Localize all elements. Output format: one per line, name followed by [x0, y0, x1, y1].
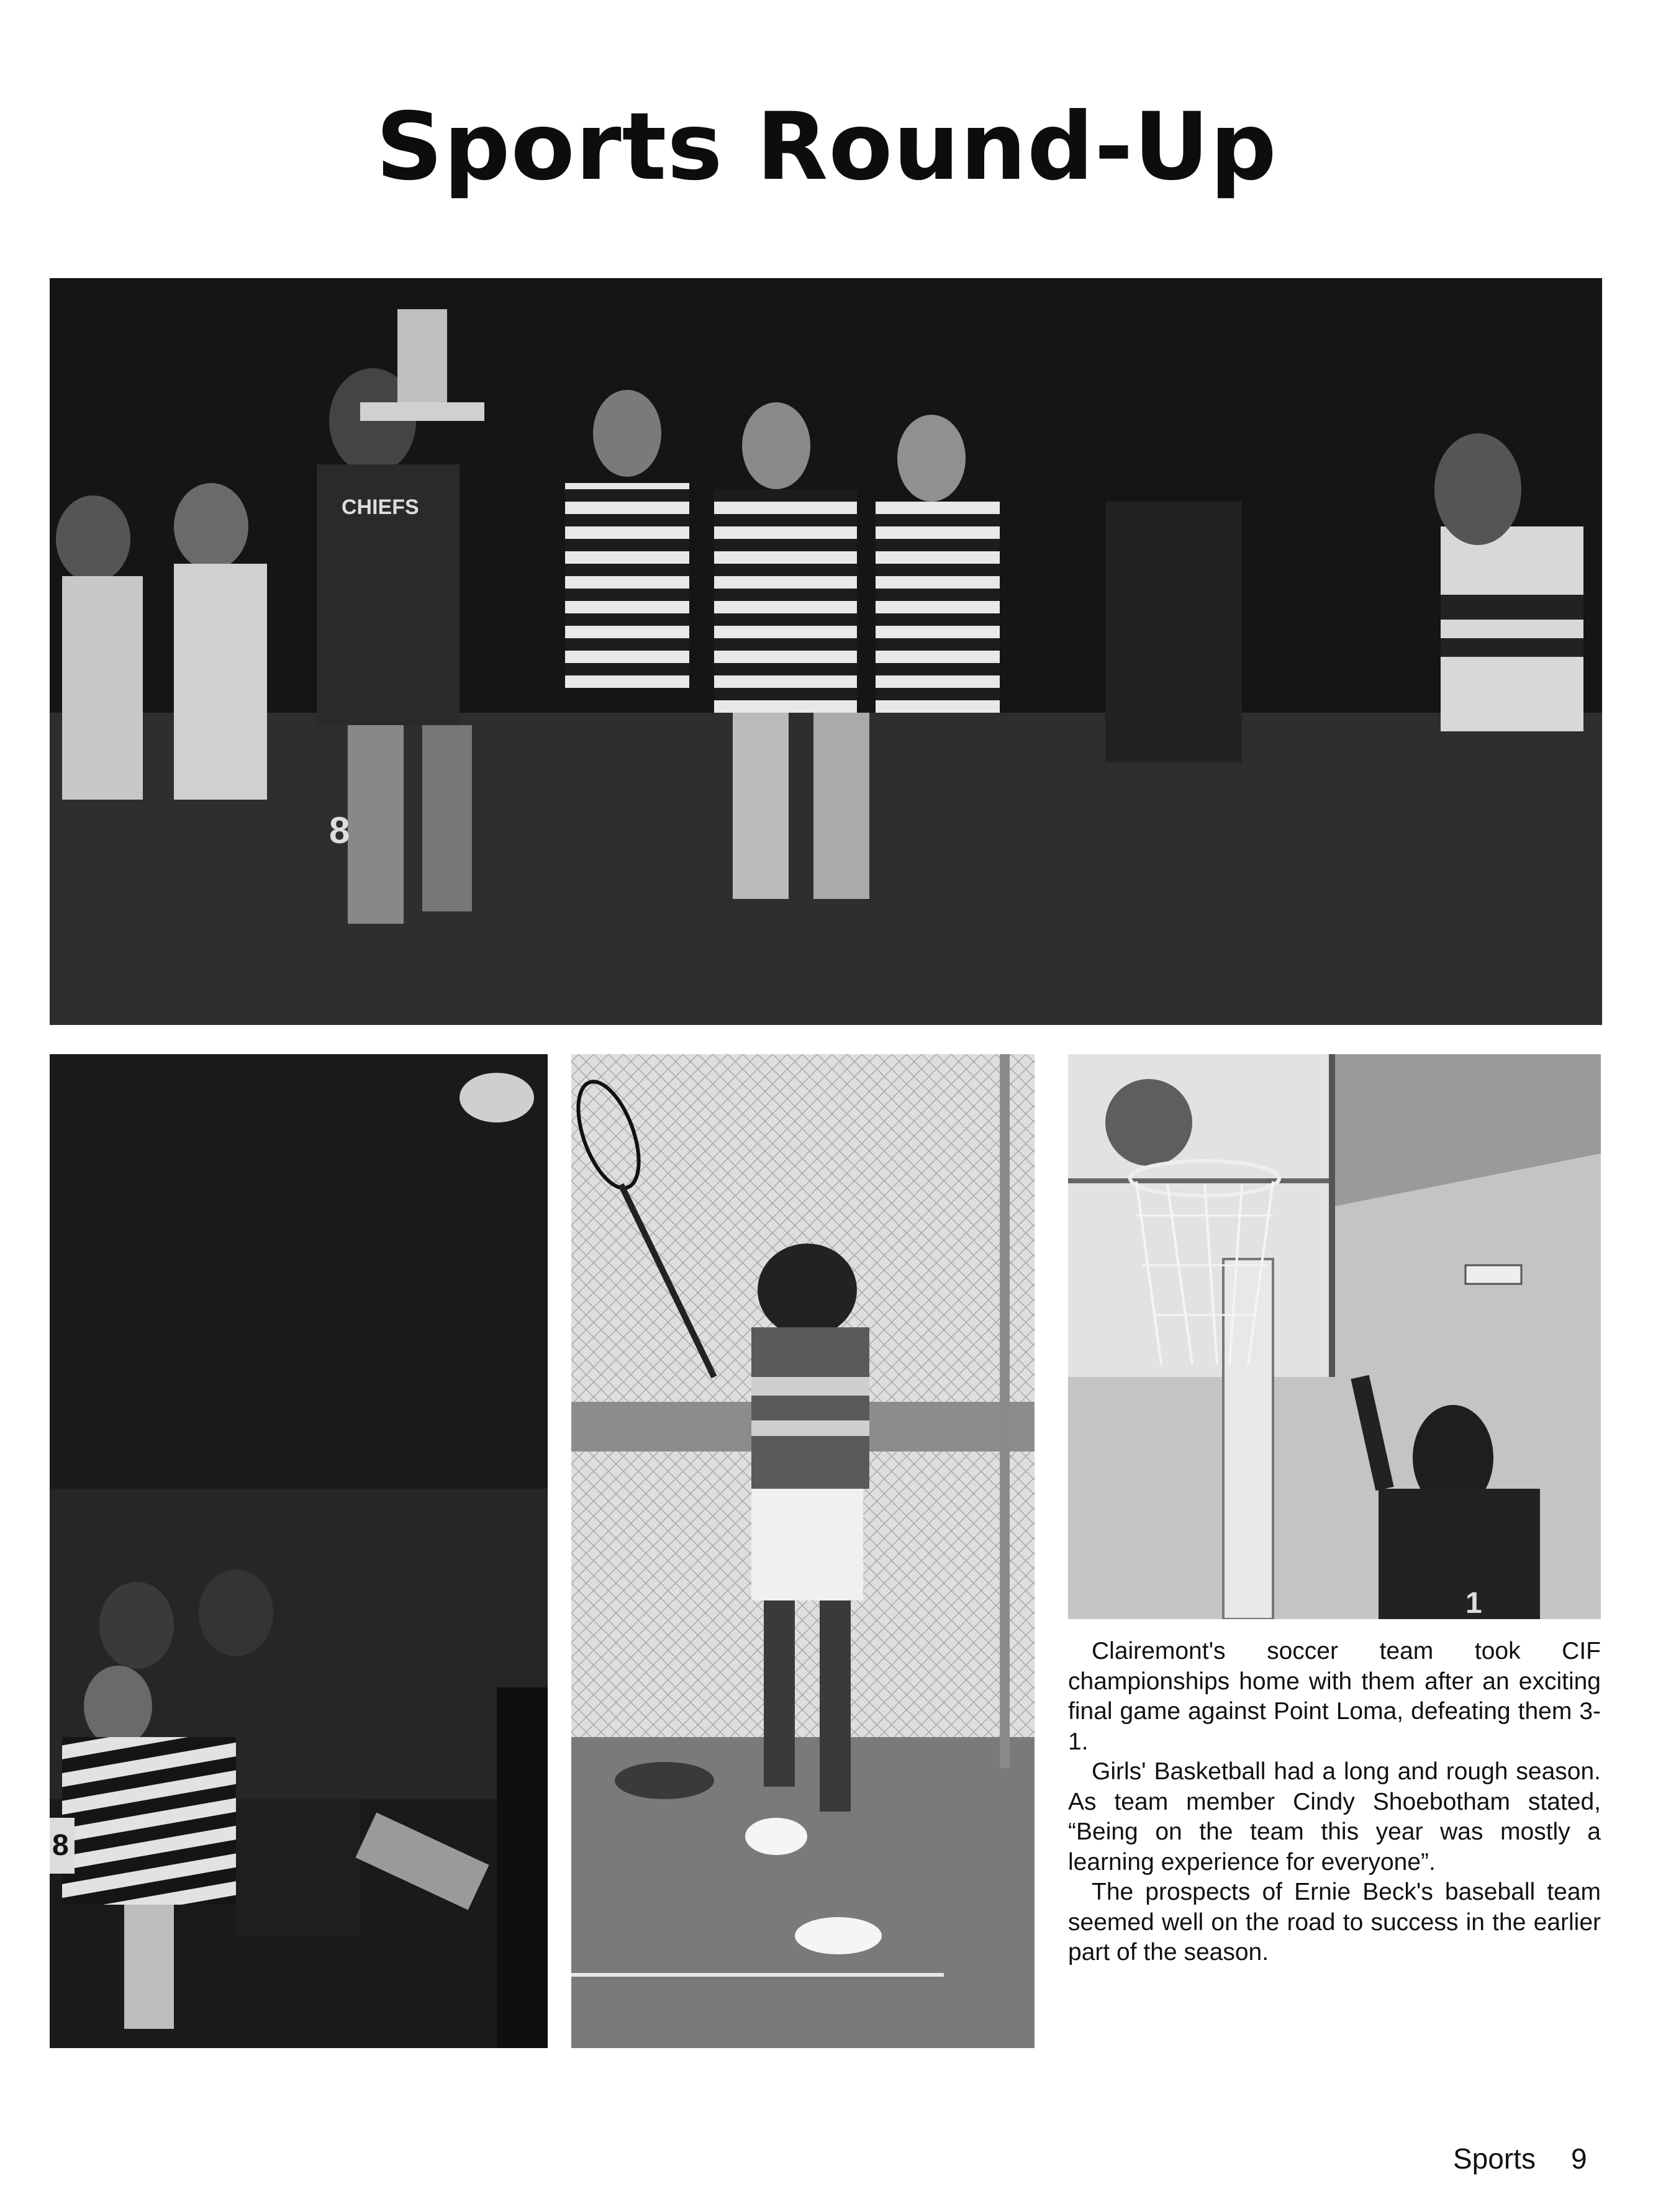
soccer-celebration-photo	[50, 278, 1602, 1025]
caption-text	[1068, 1636, 1601, 1968]
caption-paragraph-soccer: Clairemont's soccer team took CIF championships home with them after an exciting final game against Point Loma, defeating them 3-1.	[1068, 1638, 1601, 1755]
caption-paragraph-baseball: The prospects of Ernie Beck's baseball team seemed well on the road to success in the earlier part of the season.	[1068, 1879, 1601, 1966]
footer-section-label: Sports	[1453, 2142, 1536, 2175]
caption-paragraph-basketball: Girls' Basketball had a long and rough season. As team member Cindy Shoebotham stated, “Being on the team this year was mostly a learning experience for everyone”.	[1068, 1758, 1601, 1876]
page-title: Sports Round-Up	[376, 93, 1277, 201]
soccer-kick-photo	[50, 1054, 548, 2048]
basketball-photo	[1068, 1054, 1601, 1619]
jersey-number: 8	[329, 810, 350, 851]
page-number: 9	[1571, 2142, 1587, 2175]
jersey-text: CHIEFS	[342, 495, 419, 519]
tennis-photo	[571, 1054, 1035, 2048]
jersey-number: 1	[1465, 1587, 1482, 1619]
jersey-number: 8	[52, 1829, 69, 1862]
